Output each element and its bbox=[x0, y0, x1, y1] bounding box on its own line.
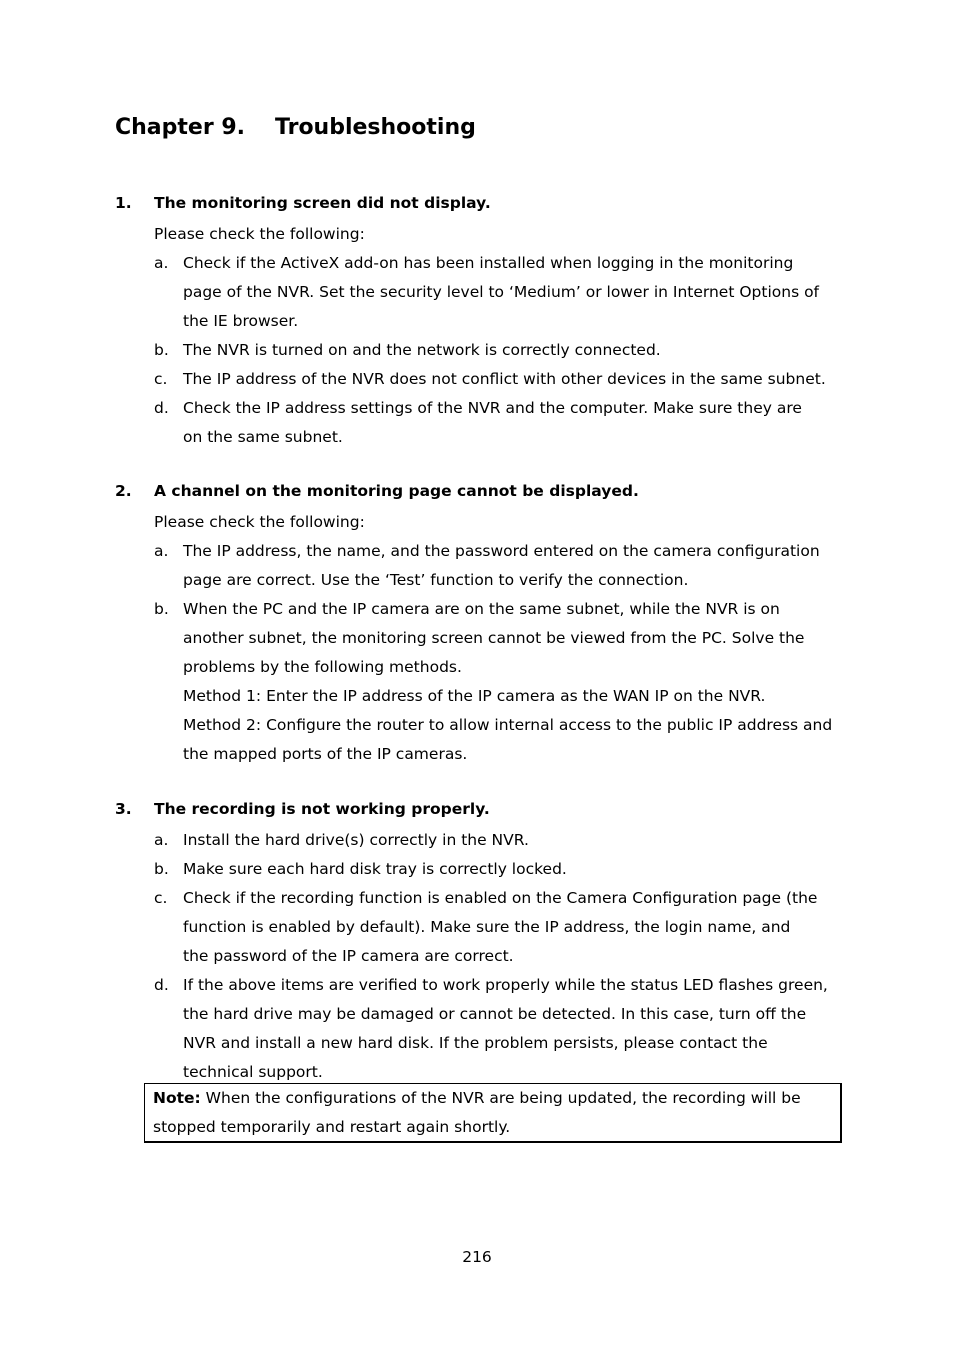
item-letter: c. bbox=[154, 889, 168, 907]
item-letter: d. bbox=[154, 399, 169, 417]
list-item bbox=[154, 884, 845, 971]
section-title: The monitoring screen did not display. bbox=[154, 194, 491, 212]
note-line: stopped temporarily and restart again shortly. bbox=[153, 1118, 511, 1136]
item-line: Check if the ActiveX add-on has been installed when logging in the monitoring bbox=[183, 254, 794, 272]
section-number: 3. bbox=[115, 800, 132, 818]
section-title: A channel on the monitoring page cannot be displayed. bbox=[154, 482, 639, 500]
item-line: NVR and install a new hard disk. If the problem persists, please contact the bbox=[183, 1034, 768, 1052]
item-line: Method 1: Enter the IP address of the IP camera as the WAN IP on the NVR. bbox=[183, 687, 766, 705]
list-item bbox=[154, 855, 845, 884]
chapter-heading bbox=[115, 115, 476, 140]
item-line: technical support. bbox=[183, 1063, 323, 1081]
item-letter: a. bbox=[154, 542, 169, 560]
list-item bbox=[154, 537, 845, 595]
note-box bbox=[144, 1083, 842, 1143]
item-letter: b. bbox=[154, 860, 169, 878]
note-line bbox=[153, 1084, 840, 1113]
item-line: the IE browser. bbox=[183, 312, 299, 330]
section-intro: Please check the following: bbox=[154, 513, 365, 531]
page-number: 216 bbox=[462, 1248, 492, 1266]
item-line: Check if the recording function is enabled on the Camera Configuration page (the bbox=[183, 889, 818, 907]
item-line: the hard drive may be damaged or cannot be detected. In this case, turn off the bbox=[183, 1005, 807, 1023]
section-2 bbox=[115, 479, 845, 769]
chapter-number: Chapter 9. bbox=[115, 115, 246, 140]
item-line: page are correct. Use the ‘Test’ function to verify the connection. bbox=[183, 571, 689, 589]
item-line: page of the NVR. Set the security level to ‘Medium’ or lower in Internet Options of bbox=[183, 283, 820, 301]
item-line: Make sure each hard disk tray is correctly locked. bbox=[183, 860, 567, 878]
section-title: The recording is not working properly. bbox=[154, 800, 490, 818]
list-item bbox=[154, 826, 845, 855]
item-letter: d. bbox=[154, 976, 169, 994]
item-line: If the above items are verified to work properly while the status LED flashes green, bbox=[183, 976, 828, 994]
item-letter: a. bbox=[154, 831, 169, 849]
list-item bbox=[154, 595, 845, 769]
section-heading bbox=[115, 797, 845, 826]
item-line: on the same subnet. bbox=[183, 428, 343, 446]
item-line: The NVR is turned on and the network is correctly connected. bbox=[183, 341, 661, 359]
item-line: another subnet, the monitoring screen cannot be viewed from the PC. Solve the bbox=[183, 629, 805, 647]
list-item bbox=[154, 971, 845, 1087]
note-text: When the configurations of the NVR are being updated, the recording will be bbox=[200, 1089, 801, 1107]
list-item bbox=[154, 394, 845, 452]
section-heading bbox=[115, 191, 845, 220]
item-line: the mapped ports of the IP cameras. bbox=[183, 745, 468, 763]
item-line: problems by the following methods. bbox=[183, 658, 462, 676]
section-1 bbox=[115, 191, 845, 452]
item-line: the password of the IP camera are correct. bbox=[183, 947, 514, 965]
list-item bbox=[154, 365, 845, 394]
item-letter: b. bbox=[154, 600, 169, 618]
section-number: 2. bbox=[115, 482, 132, 500]
list-item bbox=[154, 249, 845, 336]
section-number: 1. bbox=[115, 194, 132, 212]
section-intro: Please check the following: bbox=[154, 225, 365, 243]
item-letter: b. bbox=[154, 341, 169, 359]
item-line: When the PC and the IP camera are on the same subnet, while the NVR is on bbox=[183, 600, 780, 618]
item-line: function is enabled by default). Make sure the IP address, the login name, and bbox=[183, 918, 791, 936]
chapter-title: Troubleshooting bbox=[275, 115, 476, 140]
section-3 bbox=[115, 797, 845, 1087]
item-line: Method 2: Configure the router to allow internal access to the public IP address and bbox=[183, 716, 833, 734]
item-line: The IP address of the NVR does not conflict with other devices in the same subnet. bbox=[183, 370, 826, 388]
item-line: Install the hard drive(s) correctly in the NVR. bbox=[183, 831, 529, 849]
item-letter: a. bbox=[154, 254, 169, 272]
item-line: The IP address, the name, and the password entered on the camera configuration bbox=[183, 542, 820, 560]
note-label: Note: bbox=[153, 1089, 201, 1107]
item-letter: c. bbox=[154, 370, 168, 388]
section-heading bbox=[115, 479, 845, 508]
list-item bbox=[154, 336, 845, 365]
item-line: Check the IP address settings of the NVR and the computer. Make sure they are bbox=[183, 399, 802, 417]
